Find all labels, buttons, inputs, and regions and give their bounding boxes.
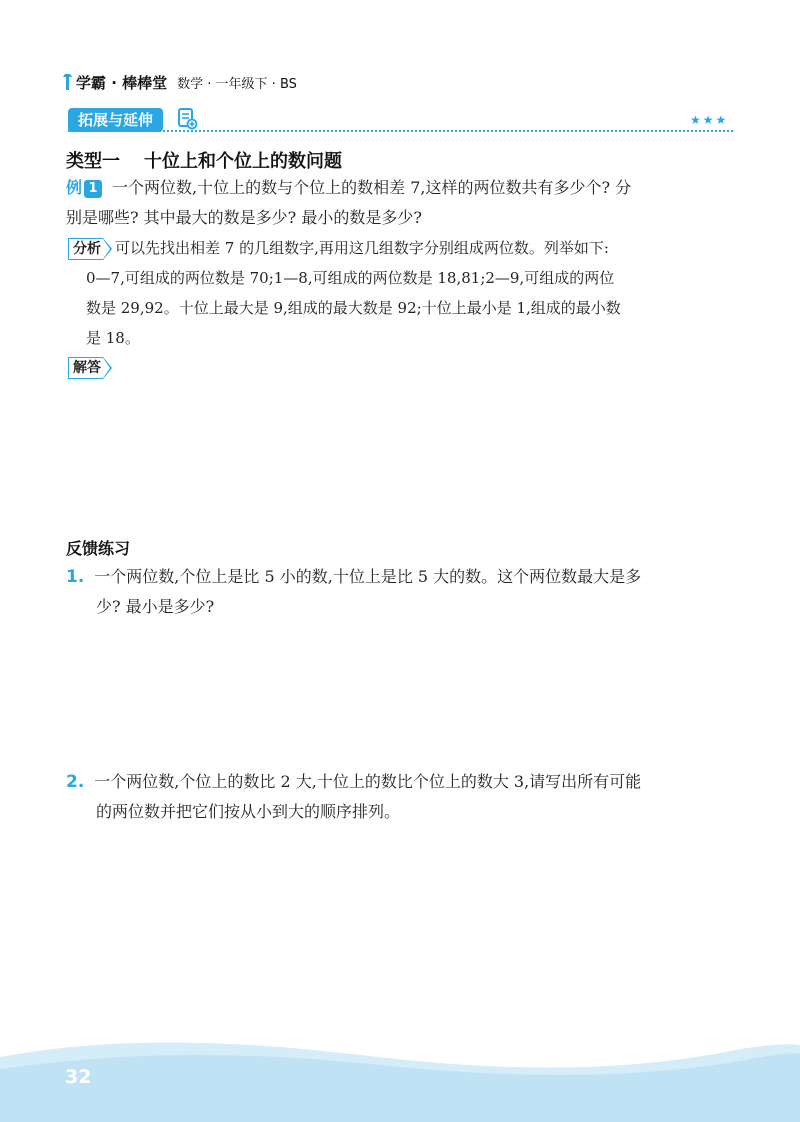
header <box>62 72 297 93</box>
footer-wave <box>0 1035 800 1122</box>
book-subject: 数学 · 一年级下 · BS <box>177 77 297 92</box>
example-block <box>66 173 746 233</box>
example-text-1: 一个两位数,十位上的数与个位上的数相差 7,这样的两位数共有多少个? 分 <box>112 178 632 197</box>
difficulty-stars: ★★★ <box>690 113 729 127</box>
logo-icon <box>62 73 74 91</box>
question-2 <box>66 767 756 827</box>
section-divider <box>68 130 733 132</box>
analysis-text-3: 数是 29,92。十位上最大是 9,组成的最大数是 92;十位上最小是 1,组成的最小数 <box>86 299 621 317</box>
type-label: 类型一 <box>66 151 120 172</box>
analysis-text-2: 0—7,可组成的两位数是 70;1—8,可组成的两位数是 18,81;2—9,可组成的两位 <box>86 269 615 287</box>
analysis-line-1 <box>68 233 748 263</box>
question-1-text-1: 一个两位数,个位上是比 5 小的数,十位上是比 5 大的数。这个两位数最大是多 <box>94 567 642 586</box>
question-2-number: 2. <box>66 772 85 792</box>
type-title <box>66 147 342 173</box>
type-text: 十位上和个位上的数问题 <box>144 151 342 172</box>
brand-name: 学霸 · 棒棒堂 <box>76 74 168 92</box>
document-icon <box>178 108 198 130</box>
analysis-text-1: 可以先找出相差 7 的几组数字,再用这几组数字分别组成两位数。列举如下: <box>115 239 609 257</box>
example-line-1 <box>66 173 746 203</box>
page-number: 32 <box>65 1066 92 1088</box>
analysis-text-4: 是 18。 <box>86 329 140 347</box>
section-title: 拓展与延伸 <box>68 108 163 132</box>
question-1-number: 1. <box>66 567 85 587</box>
feedback-title: 反馈练习 <box>66 539 131 558</box>
analysis-block <box>68 233 748 353</box>
question-1-line-1 <box>66 562 756 592</box>
example-label: 例 <box>66 178 83 197</box>
question-2-text-1: 一个两位数,个位上的数比 2 大,十位上的数比个位上的数大 3,请写出所有可能 <box>94 772 642 791</box>
question-2-text-2: 的两位数并把它们按从小到大的顺序排列。 <box>96 802 401 821</box>
example-number: 1 <box>84 180 102 198</box>
question-1-text-2: 少? 最小是多少? <box>96 597 215 616</box>
question-2-line-1 <box>66 767 756 797</box>
answer-tag: 解答 <box>68 357 103 379</box>
analysis-tag: 分析 <box>68 238 103 260</box>
answer-block <box>68 357 115 379</box>
example-text-2: 别是哪些? 其中最大的数是多少? 最小的数是多少? <box>66 208 422 227</box>
question-1 <box>66 562 756 622</box>
